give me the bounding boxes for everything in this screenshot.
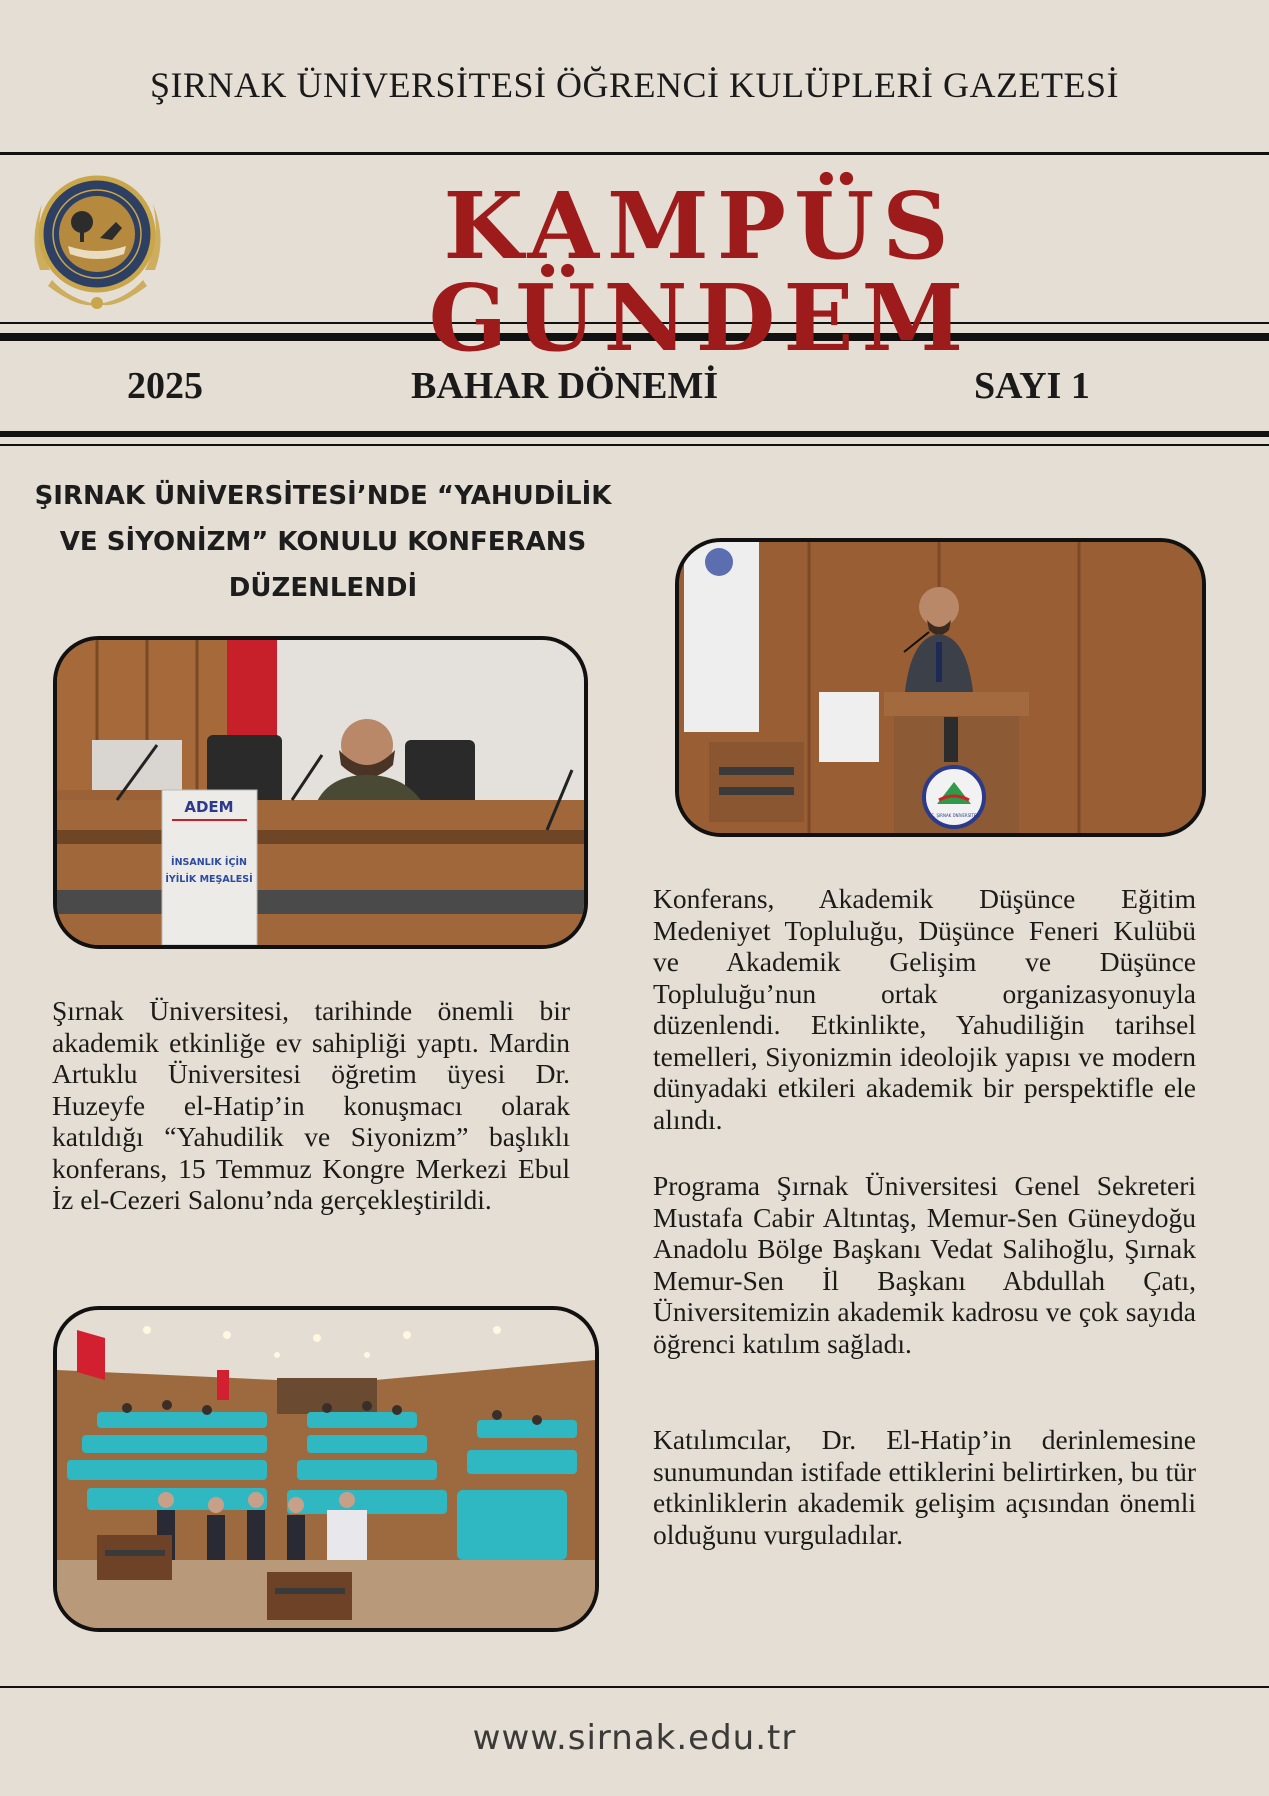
banner-line-1: İNSANLIK İÇİN [171, 857, 247, 868]
banner-brand: ADEM [184, 798, 234, 816]
issue-term: BAHAR DÖNEMİ [411, 365, 719, 407]
article-headline: ŞIRNAK ÜNİVERSİTESİ’NDE “YAHUDİLİK VE SİYONİZM” KONULU KONFERANS DÜZENLENDİ [34, 481, 612, 603]
newspaper-subtitle: ŞIRNAK ÜNİVERSİTESİ ÖĞRENCİ KULÜPLERİ GAZETESİ [150, 65, 1119, 105]
paragraph-closing: Katılımcılar, Dr. El-Hatip’in derinlemesine sunumundan istifade ettiklerini belirtirken, bu tür etkinliklerin akademik gelişim açısından önemli olduğunu vurguladılar. [653, 1424, 1196, 1550]
university-seal-logo [20, 160, 175, 315]
podium-sign: T.C. ŞIRNAK ÜNİVERSİTESİ [927, 813, 981, 818]
issue-number: SAYI 1 [974, 365, 1090, 407]
photo-speaker-at-podium [675, 538, 1206, 837]
divider-issue-thin [0, 444, 1269, 446]
paragraph-organization: Konferans, Akademik Düşünce Eğitim Medeniyet Topluluğu, Düşünce Feneri Kulübü ve Akademik Gelişim ve Düşünce Topluluğu’nun ortak organizasyonuyla düzenlendi. Etkinlikte, Yahudiliğin tarihsel temelleri, Siyonizmin ideolojik yapısı ve modern dünyadaki etkileri akademik bir perspektifle ele alındı. [653, 883, 1196, 1135]
banner-line-2: İYİLİK MEŞALESİ [165, 874, 253, 885]
divider-footer [0, 1686, 1269, 1688]
issue-year: 2025 [127, 365, 203, 407]
paragraph-intro: Şırnak Üniversitesi, tarihinde önemli bir akademik etkinliğe ev sahipliği yaptı. Mardin Artuklu Üniversitesi öğretim üyesi Dr. Huzeyfe el-Hatip’in konuşmacı olarak katıldığı “Yahudilik ve Siyonizm” başlıklı konferans, 15 Temmuz Kongre Merkezi Ebul İz el-Cezeri Salonu’nda gerçekleştirildi. [52, 995, 570, 1215]
photo-audience-hall [53, 1306, 599, 1632]
photo-speaker-at-desk [53, 636, 588, 949]
masthead-title: KAMPÜS GÜNDEM [428, 172, 972, 372]
paragraph-attendees: Programa Şırnak Üniversitesi Genel Sekreteri Mustafa Cabir Altıntaş, Memur-Sen Güneydoğu Anadolu Bölge Başkanı Vedat Salihoğlu, Şırnak Memur-Sen İl Başkanı Abdullah Çatı, Üniversitemizin akademik kadrosu ve çok sayıda öğrenci katılım sağladı. [653, 1170, 1196, 1359]
divider-issue-thick [0, 431, 1269, 437]
divider-top [0, 152, 1269, 155]
footer-url[interactable]: www.sirnak.edu.tr [472, 1718, 797, 1758]
